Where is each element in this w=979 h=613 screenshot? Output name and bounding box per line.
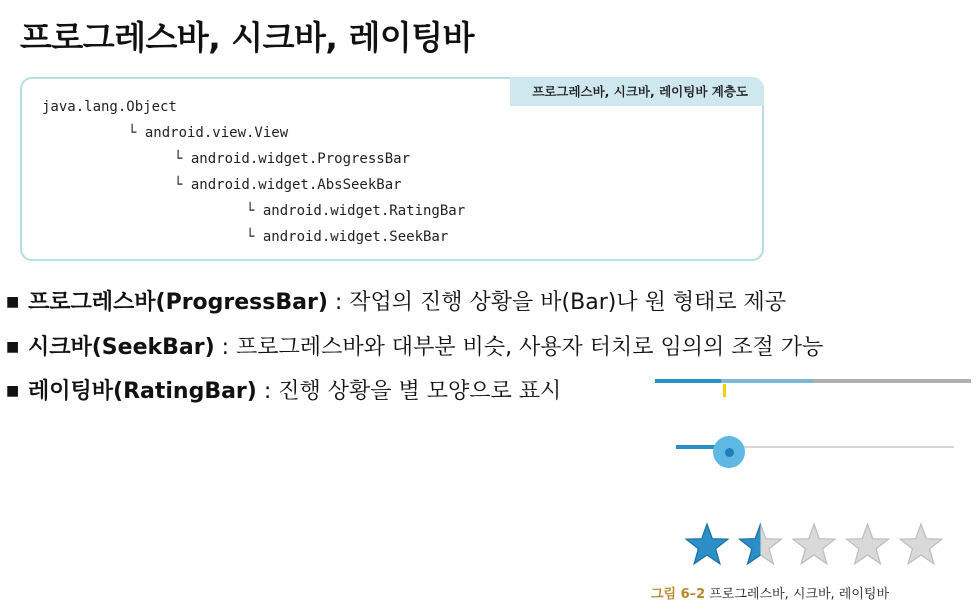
bullet-term: 프로그레스바(ProgressBar): [28, 290, 328, 315]
figure-caption-text: 프로그레스바, 시크바, 레이팅바: [709, 587, 890, 602]
figure-number: 그림 6–2: [651, 587, 706, 602]
progressbar-marker: [723, 384, 726, 397]
bullet-square-icon: ■: [6, 294, 20, 310]
seekbar-thumb[interactable]: [725, 448, 734, 457]
rating-star-icon[interactable]: [686, 524, 728, 564]
hierarchy-line-view: └ android.view.View: [128, 125, 289, 141]
hierarchy-line-progressbar: └ android.widget.ProgressBar: [174, 151, 411, 167]
page-title: 프로그레스바, 시크바, 레이팅바: [20, 18, 474, 57]
bullet-square-icon: ■: [6, 383, 20, 399]
class-hierarchy-box: [20, 77, 764, 261]
hierarchy-line-absseekbar: └ android.widget.AbsSeekBar: [174, 177, 402, 193]
bullet-desc: : 작업의 진행 상황을 바(Bar)나 원 형태로 제공: [327, 290, 787, 315]
bullet-term: 시크바(SeekBar): [28, 335, 215, 360]
bullet-desc: : 프로그레스바와 대부분 비슷, 사용자 터치로 임의의 조절 가능: [214, 335, 824, 360]
bullet-ratingbar: [6, 374, 561, 405]
hierarchy-line-object: java.lang.Object: [42, 99, 177, 115]
rating-star-icon[interactable]: [847, 524, 889, 564]
figure-caption: [651, 583, 889, 602]
progressbar-primary-fill: [655, 379, 721, 383]
hierarchy-line-ratingbar: └ android.widget.RatingBar: [246, 203, 466, 219]
bullet-term: 레이팅바(RatingBar): [28, 379, 257, 404]
ratingbar[interactable]: [684, 520, 946, 570]
rating-star-icon[interactable]: [900, 524, 942, 564]
rating-star-icon[interactable]: [793, 524, 835, 564]
bullet-seekbar: [6, 330, 823, 361]
bullet-square-icon: ■: [6, 339, 20, 355]
bullet-progressbar: [6, 285, 786, 316]
bullet-desc: : 진행 상황을 별 모양으로 표시: [256, 379, 562, 404]
hierarchy-line-seekbar: └ android.widget.SeekBar: [246, 229, 449, 245]
hierarchy-box-tag: 프로그레스바, 시크바, 레이팅바 계층도: [510, 77, 764, 106]
